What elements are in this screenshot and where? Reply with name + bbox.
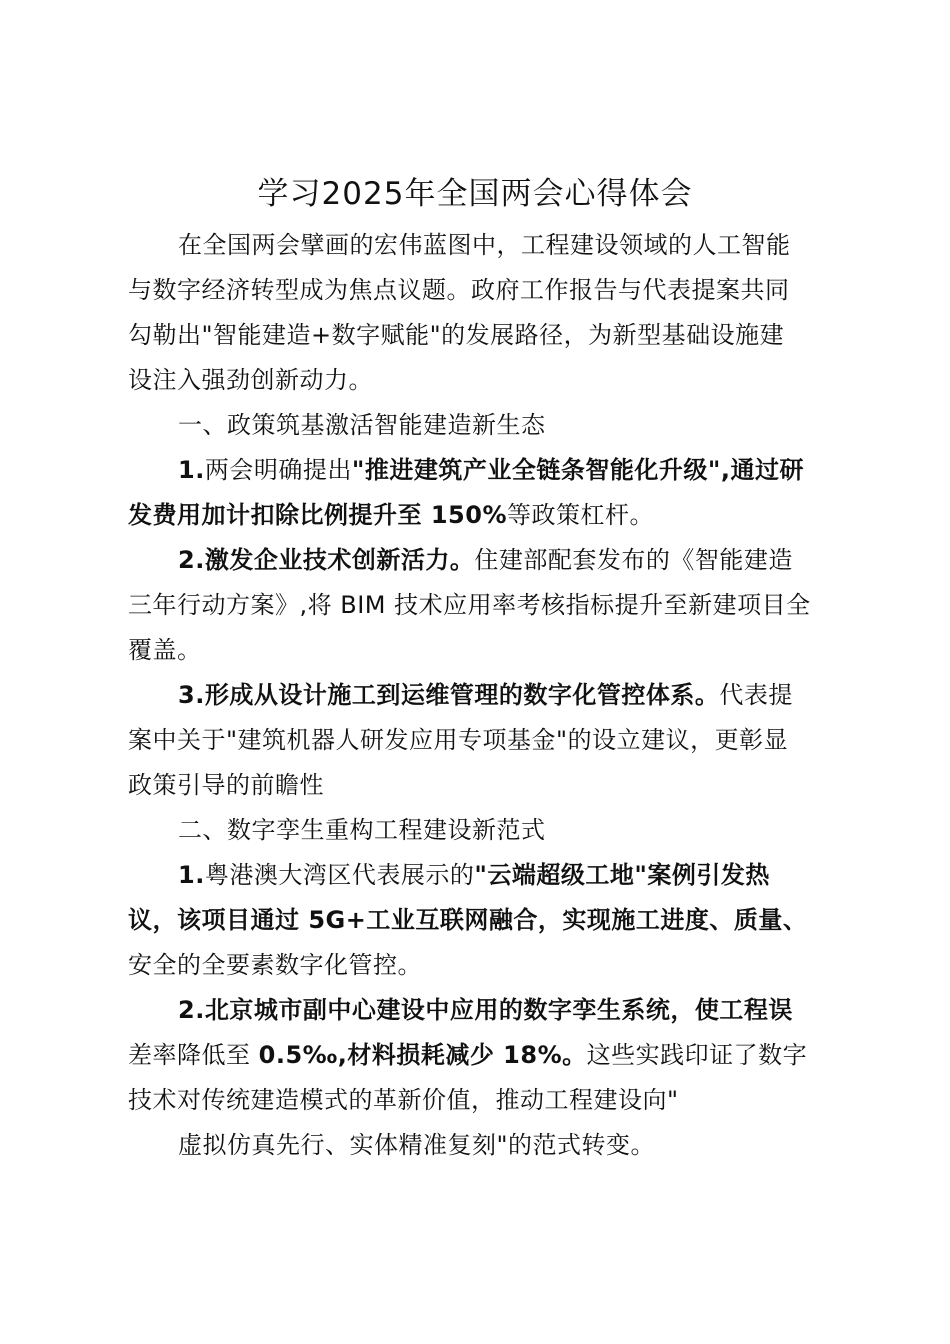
- s2-item2-tail: 这些实践印证了数字: [586, 1041, 808, 1069]
- s1-item2-lead: 住建部配套发布的《智能建造: [474, 546, 793, 574]
- s2-item2-line-4: 虚拟仿真先行、实体精准复刻"的范式转变。: [178, 1131, 656, 1159]
- s2-item2-emphasis: 0.5‰,材料损耗减少 18%。: [258, 1041, 587, 1069]
- s1-item1-line-2: [128, 498, 654, 532]
- s2-item2-line-3: 技术对传统建造模式的革新价值，推动工程建设向": [128, 1086, 679, 1114]
- document-title: 学习2025年全国两会心得体会: [257, 176, 693, 212]
- s1-item3-line-1: [178, 678, 793, 712]
- s1-item2-line-1: [178, 543, 793, 577]
- s1-item3-line-3: 政策引导的前瞻性: [128, 771, 324, 799]
- s1-item2-line-3: 覆盖。: [128, 636, 202, 664]
- intro-line-3: 勾勒出"智能建造+数字赋能"的发展路径，为新型基础设施建: [128, 321, 785, 349]
- s2-item1-line-3: 安全的全要素数字化管控。: [128, 951, 422, 979]
- s2-item1-line-1: [178, 858, 770, 892]
- s1-item1-lead: 两会明确提出: [204, 456, 352, 484]
- intro-line-2: 与数字经济转型成为焦点议题。政府工作报告与代表提案共同: [128, 276, 790, 304]
- s2-item2-line-1: 2.北京城市副中心建设中应用的数字孪生系统，使工程误: [178, 996, 793, 1024]
- s2-item2-line-2: [128, 1038, 807, 1072]
- s1-item1-emphasis: "推进建筑产业全链条智能化升级",通过研: [351, 456, 804, 484]
- s1-item1-tail: 等政策杠杆。: [507, 501, 654, 529]
- s2-item1-number: 1.: [178, 861, 205, 889]
- s1-item3-lead: 代表提: [719, 681, 793, 709]
- s2-item1-emphasis: "云端超级工地"案例引发热: [474, 861, 770, 889]
- s1-item2-heading: 2.激发企业技术创新活力。: [178, 546, 475, 574]
- intro-line-4: 设注入强劲创新动力。: [128, 366, 373, 394]
- s2-item2-lead: 差率降低至: [128, 1041, 259, 1069]
- intro-line-1: 在全国两会擘画的宏伟蓝图中，工程建设领域的人工智能: [178, 231, 791, 259]
- s2-item1-lead: 粤港澳大湾区代表展示的: [204, 861, 475, 889]
- s1-item1-emphasis-cont: 发费用加计扣除比例提升至 150%: [128, 501, 507, 529]
- s1-item1-number: 1.: [178, 456, 205, 484]
- s1-item2-line-2: 三年行动方案》,将 BIM 技术应用率考核指标提升至新建项目全: [128, 591, 811, 619]
- s2-item1-line-2: 议，该项目通过 5G+工业互联网融合，实现施工进度、质量、: [128, 906, 808, 934]
- s1-item3-heading: 3.形成从设计施工到运维管理的数字化管控体系。: [178, 681, 720, 709]
- s1-item1-line-1: [178, 453, 804, 487]
- s1-item3-line-2: 案中关于"建筑机器人研发应用专项基金"的设立建议，更彰显: [128, 726, 789, 754]
- section-2-heading: 二、数字孪生重构工程建设新范式: [178, 816, 546, 844]
- section-1-heading: 一、政策筑基激活智能建造新生态: [178, 411, 546, 439]
